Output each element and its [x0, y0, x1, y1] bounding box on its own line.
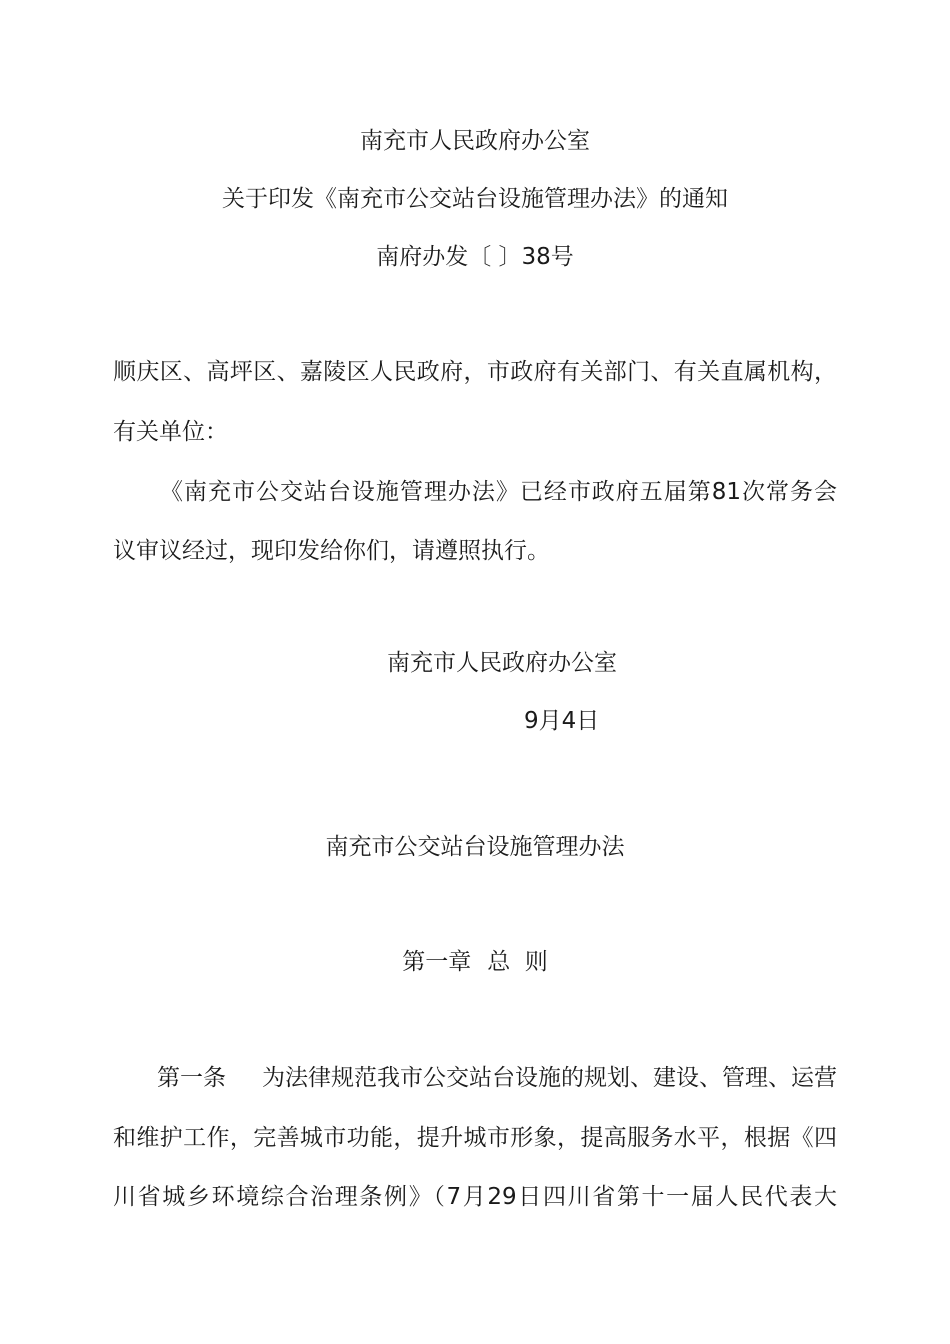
notice-title: 关于印发《南充市公交站台设施管理办法》的通知: [222, 186, 728, 212]
article-1-line-1: [157, 1063, 837, 1093]
recipients-line-1: 顺庆区、高坪区、嘉陵区人民政府，市政府有关部门、有关直属机构，: [113, 359, 837, 385]
chapter-label: 第一章: [402, 949, 472, 975]
signature-date: 9月4日: [524, 708, 600, 734]
signature-issuer: 南充市人民政府办公室: [387, 650, 617, 676]
chapter-heading: [0, 947, 950, 977]
issuer-heading: 南充市人民政府办公室: [360, 128, 590, 154]
recipients-line-2: 有关单位：: [113, 419, 228, 445]
paragraph-1-line-2: 议审议经过，现印发给你们，请遵照执行。: [113, 538, 550, 564]
chapter-name: 总 则: [487, 949, 548, 975]
article-1-label: 第一条: [157, 1065, 226, 1091]
document-number: 南府办发〔 〕38号: [376, 244, 574, 270]
article-1-line-3: 川省城乡环境综合治理条例》（7月29日四川省第十一届人民代表大: [113, 1184, 837, 1210]
article-1-line-2: 和维护工作，完善城市功能，提升城市形象，提高服务水平，根据《四: [113, 1125, 837, 1151]
article-1-line-1-text: 为法律规范我市公交站台设施的规划、建设、管理、运营: [262, 1065, 837, 1091]
regulation-title: 南充市公交站台设施管理办法: [325, 834, 625, 860]
paragraph-1-line-1: 《南充市公交站台设施管理办法》已经市政府五届第81次常务会: [160, 479, 837, 505]
